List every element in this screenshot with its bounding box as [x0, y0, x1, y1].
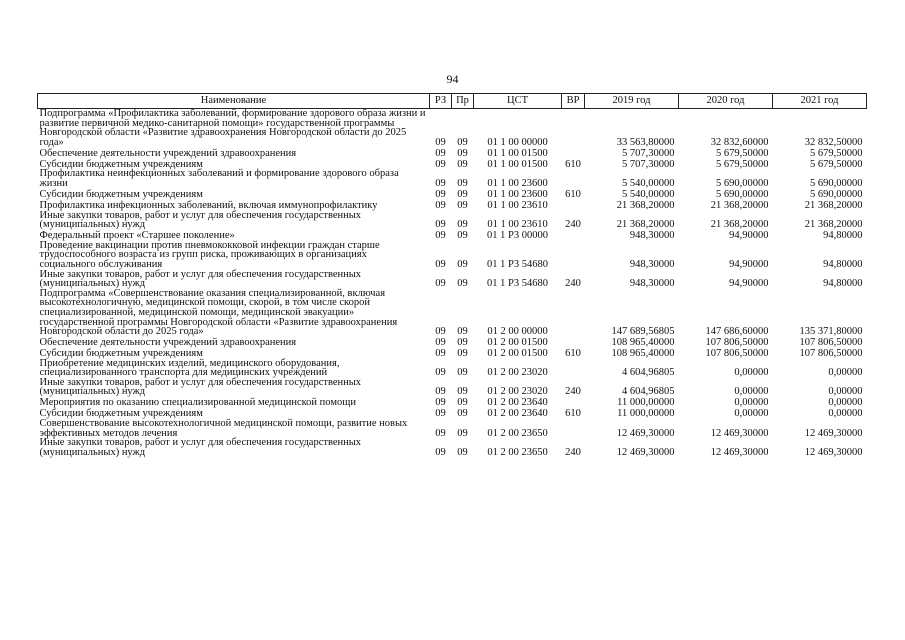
row-2020: 5 679,50000 — [716, 158, 769, 170]
row-vr — [562, 397, 585, 408]
row-2021: 5 690,00000 — [810, 177, 863, 189]
row-name: Субсидии бюджетным учреждениям — [39, 408, 203, 420]
row-2020: 21 368,20000 — [710, 199, 769, 211]
row-vr — [562, 200, 585, 211]
row-name: Совершенствование высокотехнологичной медицинской помощи, развитие новых эффективных методов лечения — [39, 418, 408, 439]
row-name: Иные закупки товаров, работ и услуг для обеспечения государственных (муниципальных) нужд — [39, 209, 362, 231]
row-2019: 948,30000 — [629, 230, 675, 242]
row-vr — [562, 419, 585, 438]
row-2021: 94,80000 — [823, 258, 863, 270]
row-cst: 01 2 00 23640 — [487, 408, 548, 420]
row-vr: 240 — [565, 386, 581, 398]
row-pr: 09 — [457, 367, 468, 379]
row-pr: 09 — [457, 177, 468, 189]
row-cst: 01 2 00 01500 — [487, 337, 548, 349]
row-pr: 09 — [457, 199, 468, 211]
row-name: Обеспечение деятельности учреждений здравоохранения — [39, 337, 297, 349]
row-rz: 09 — [435, 408, 446, 420]
row-vr: 240 — [565, 446, 581, 458]
page-number: 94 — [446, 72, 459, 86]
row-cst: 01 2 00 23640 — [487, 397, 548, 409]
row-rz: 09 — [435, 397, 446, 409]
row-cst: 01 1 00 01500 — [487, 147, 548, 159]
row-vr — [562, 359, 585, 378]
row-pr: 09 — [457, 147, 468, 159]
row-2020: 0,00000 — [734, 367, 769, 379]
row-vr — [562, 337, 585, 348]
row-2021: 0,00000 — [828, 397, 863, 409]
row-2021: 107 806,50000 — [799, 337, 863, 349]
row-pr: 09 — [457, 427, 468, 439]
row-2020: 21 368,20000 — [710, 219, 769, 231]
row-cst: 01 2 00 01500 — [487, 348, 548, 360]
row-name: Профилактика инфекционных заболеваний, включая иммунопрофилактику — [39, 199, 378, 211]
row-vr — [562, 241, 585, 270]
row-rz: 09 — [435, 177, 446, 189]
row-name: Субсидии бюджетным учреждениям — [39, 188, 203, 200]
row-2020: 12 469,30000 — [710, 427, 769, 439]
row-2021: 5 679,50000 — [810, 158, 863, 170]
row-cst: 01 1 00 23600 — [487, 188, 548, 200]
row-cst: 01 1 00 23600 — [487, 177, 548, 189]
table-row — [38, 189, 867, 200]
header-vr: ВР — [562, 94, 585, 109]
header-rz: РЗ — [430, 94, 452, 109]
row-2019: 12 469,30000 — [616, 446, 675, 458]
row-cst: 01 1 00 00000 — [487, 136, 548, 148]
row-pr: 09 — [457, 258, 468, 270]
row-pr: 09 — [457, 158, 468, 170]
row-2020: 147 686,60000 — [705, 326, 769, 338]
row-pr: 09 — [457, 188, 468, 200]
row-2019: 4 604,96805 — [622, 386, 675, 398]
row-pr: 09 — [457, 136, 468, 148]
row-2021: 21 368,20000 — [804, 219, 863, 231]
row-2020: 107 806,50000 — [705, 348, 769, 360]
row-2020: 5 679,50000 — [716, 147, 769, 159]
row-2019: 12 469,30000 — [616, 427, 675, 439]
row-cst: 01 1 P3 00000 — [487, 230, 548, 242]
row-2020: 32 832,60000 — [710, 136, 769, 148]
row-name: Субсидии бюджетным учреждениям — [39, 158, 203, 170]
row-name: Иные закупки товаров, работ и услуг для обеспечения государственных (муниципальных) нужд — [39, 437, 362, 458]
budget-table — [37, 93, 867, 457]
row-2020: 12 469,30000 — [710, 446, 769, 458]
row-name: Федеральный проект «Старшее поколение» — [39, 230, 235, 242]
row-cst: 01 1 00 23610 — [487, 199, 548, 211]
row-vr: 610 — [565, 158, 581, 170]
row-cst: 01 1 P3 54680 — [487, 258, 548, 270]
row-name: Профилактика неинфекционных заболеваний и формирование здорового образа жизни — [39, 168, 399, 189]
row-name: Подпрограмма «Профилактика заболеваний, формирование здорового образа жизни и развитие первичной медико-санитарной помощи» государственной программы Новгородской области «Развитие здравоохранения Новгородской области до 2025 года» — [39, 108, 426, 148]
row-name: Приобретение медицинских изделий, медицинского оборудования, специализированного транспорта для медицинских учреждений — [39, 357, 340, 379]
table-row — [38, 337, 867, 348]
table-row — [38, 270, 867, 289]
row-2021: 0,00000 — [828, 408, 863, 420]
row-2021: 12 469,30000 — [804, 446, 863, 458]
row-name: Иные закупки товаров, работ и услуг для обеспечения государственных (муниципальных) нужд — [39, 376, 362, 398]
row-rz: 09 — [435, 326, 446, 338]
row-rz: 09 — [435, 278, 446, 290]
row-pr: 09 — [457, 446, 468, 458]
row-vr: 240 — [565, 219, 581, 231]
row-vr — [562, 169, 585, 188]
row-2021: 0,00000 — [828, 367, 863, 379]
row-2021: 32 832,50000 — [804, 136, 863, 148]
row-rz: 09 — [435, 427, 446, 439]
row-2019: 147 689,56805 — [611, 326, 675, 338]
row-vr: 240 — [565, 278, 581, 290]
row-rz: 09 — [435, 136, 446, 148]
row-name: Иные закупки товаров, работ и услуг для обеспечения государственных (муниципальных) нужд — [39, 268, 362, 290]
header-2021: 2021 год — [773, 94, 867, 109]
row-2021: 107 806,50000 — [799, 348, 863, 360]
table-header-row — [38, 94, 867, 109]
row-rz: 09 — [435, 258, 446, 270]
row-2019: 4 604,96805 — [622, 367, 675, 379]
row-vr — [562, 147, 585, 158]
row-rz: 09 — [435, 199, 446, 211]
table-row — [38, 378, 867, 397]
row-pr: 09 — [457, 397, 468, 409]
row-pr: 09 — [457, 348, 468, 360]
row-cst: 01 1 00 23610 — [487, 219, 548, 231]
row-rz: 09 — [435, 386, 446, 398]
row-2021: 94,80000 — [823, 230, 863, 242]
row-vr — [562, 230, 585, 241]
row-2019: 5 540,00000 — [622, 188, 675, 200]
header-name: Наименование — [38, 94, 430, 109]
row-cst: 01 2 00 00000 — [487, 326, 548, 338]
row-2019: 108 965,40000 — [611, 348, 675, 360]
row-name: Обеспечение деятельности учреждений здравоохранения — [39, 147, 297, 159]
row-cst: 01 2 00 23020 — [487, 386, 548, 398]
row-2019: 948,30000 — [629, 278, 675, 290]
table-row — [38, 241, 867, 270]
row-cst: 01 1 00 01500 — [487, 158, 548, 170]
row-pr: 09 — [457, 337, 468, 349]
table-row — [38, 438, 867, 457]
row-2019: 108 965,40000 — [611, 337, 675, 349]
table-row — [38, 169, 867, 188]
row-2019: 948,30000 — [629, 258, 675, 270]
header-pr: Пр — [452, 94, 474, 109]
header-2019: 2019 год — [585, 94, 679, 109]
row-2019: 11 000,00000 — [617, 397, 675, 409]
row-name: Проведение вакцинации против пневмококковой инфекции граждан старше трудоспособного возраста из групп риска, проживающих в организациях социального обслуживания — [39, 239, 380, 270]
table-row — [38, 359, 867, 378]
row-pr: 09 — [457, 326, 468, 338]
row-rz: 09 — [435, 219, 446, 231]
header-2020: 2020 год — [679, 94, 773, 109]
row-2019: 5 540,00000 — [622, 177, 675, 189]
row-rz: 09 — [435, 367, 446, 379]
row-rz: 09 — [435, 230, 446, 242]
row-rz: 09 — [435, 446, 446, 458]
row-rz: 09 — [435, 158, 446, 170]
row-vr: 610 — [565, 408, 581, 420]
table-row — [38, 289, 867, 337]
row-2020: 94,90000 — [729, 258, 769, 270]
row-2021: 94,80000 — [823, 278, 863, 290]
row-pr: 09 — [457, 230, 468, 242]
row-name: Субсидии бюджетным учреждениям — [39, 348, 203, 360]
row-2019: 33 563,80000 — [616, 136, 675, 148]
row-name: Мероприятия по оказанию специализированной медицинской помощи — [39, 397, 356, 409]
row-2020: 107 806,50000 — [705, 337, 769, 349]
row-2020: 0,00000 — [734, 386, 769, 398]
row-2021: 5 690,00000 — [810, 188, 863, 200]
table-row — [38, 147, 867, 158]
table-row — [38, 211, 867, 230]
row-vr: 610 — [565, 188, 581, 200]
row-rz: 09 — [435, 188, 446, 200]
row-cst: 01 2 00 23020 — [487, 367, 548, 379]
row-2019: 11 000,00000 — [617, 408, 675, 420]
row-2020: 94,90000 — [729, 278, 769, 290]
row-2021: 5 679,50000 — [810, 147, 863, 159]
row-vr — [562, 289, 585, 337]
row-2019: 21 368,20000 — [616, 219, 675, 231]
row-cst: 01 2 00 23650 — [487, 427, 548, 439]
row-name: Подпрограмма «Совершенствование оказания специализированной, включая высокотехнологичную, медицинской помощи, скорой, в том числе скорой специализированной, медицинской помощи, медицинской эвакуации» государственной программы Новгородской области «Развитие здравоохранения Новгородской области до 2025 года» — [39, 287, 398, 338]
row-vr: 610 — [565, 348, 581, 360]
row-2020: 0,00000 — [734, 408, 769, 420]
header-cst: ЦСТ — [474, 94, 562, 109]
table-row — [38, 419, 867, 438]
row-2021: 21 368,20000 — [804, 199, 863, 211]
row-rz: 09 — [435, 147, 446, 159]
row-pr: 09 — [457, 278, 468, 290]
row-2019: 5 707,30000 — [622, 147, 675, 159]
row-pr: 09 — [457, 386, 468, 398]
row-rz: 09 — [435, 348, 446, 360]
row-vr — [562, 109, 585, 148]
row-2019: 5 707,30000 — [622, 158, 675, 170]
row-2019: 21 368,20000 — [616, 199, 675, 211]
row-2021: 135 371,80000 — [799, 326, 863, 338]
row-rz: 09 — [435, 337, 446, 349]
table-row — [38, 200, 867, 211]
table-row — [38, 397, 867, 408]
row-cst: 01 1 P3 54680 — [487, 278, 548, 290]
row-2021: 0,00000 — [828, 386, 863, 398]
row-2020: 5 690,00000 — [716, 177, 769, 189]
row-2020: 94,90000 — [729, 230, 769, 242]
table-row — [38, 109, 867, 148]
row-cst: 01 2 00 23650 — [487, 446, 548, 458]
row-2021: 12 469,30000 — [804, 427, 863, 439]
row-pr: 09 — [457, 408, 468, 420]
row-pr: 09 — [457, 219, 468, 231]
row-2020: 5 690,00000 — [716, 188, 769, 200]
row-2020: 0,00000 — [734, 397, 769, 409]
